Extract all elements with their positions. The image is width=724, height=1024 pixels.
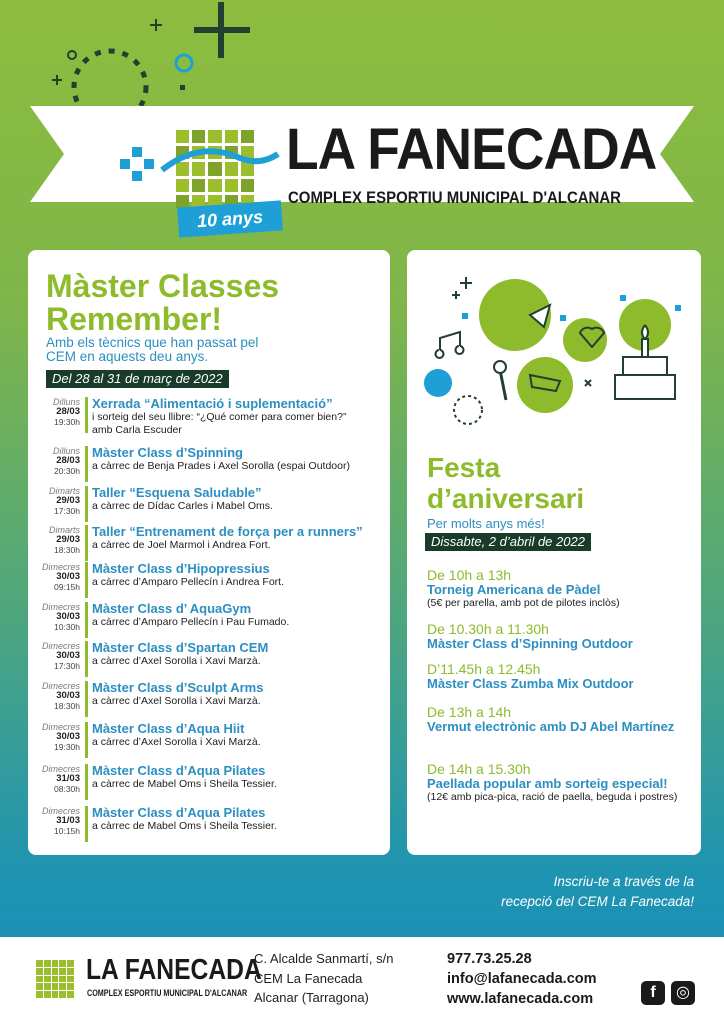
event-rule	[85, 602, 88, 638]
festa-item-time: De 14h a 15.30h	[427, 761, 531, 777]
festa-item-title: Màster Class Zumba Mix Outdoor	[427, 676, 634, 691]
anniversary-badge: 10 anys	[177, 200, 283, 237]
event-day: Dimecres 30/03 10:30h	[41, 602, 80, 632]
plus-blue-icon	[118, 145, 158, 185]
event-day: Dilluns 28/03 20:30h	[52, 446, 80, 476]
festa-item	[427, 762, 695, 804]
event-day: Dilluns 28/03 19:30h	[52, 397, 80, 427]
event-desc-2: amb Carla Escuder	[92, 424, 182, 436]
festa-item-title: Torneig Americana de Pàdel	[427, 582, 601, 597]
party-illustration-icon	[420, 275, 690, 435]
brand-title: LA FANECADA	[286, 117, 657, 182]
footer-website[interactable]: www.lafanecada.com	[447, 991, 594, 1007]
event-day: Dimarts 29/03 17:30h	[49, 486, 80, 516]
event-desc: a càrrec de Mabel Oms i Sheila Tessier.	[92, 820, 277, 832]
event-desc: a càrrec d’Amparo Pellecín i Pau Fumado.	[92, 616, 290, 628]
festa-item-desc: (5€ per parella, amb pot de pilotes inclòs)	[427, 597, 620, 609]
event-title: Màster Class d’Hipopressius	[92, 561, 270, 576]
event-title: Màster Class d’Sculpt Arms	[92, 680, 264, 695]
festa-item-time: De 10.30h a 11.30h	[427, 621, 549, 637]
footer-brand-subtitle: COMPLEX ESPORTIU MUNICIPAL D'ALCANAR	[87, 988, 248, 998]
event-day: Dimecres 30/03 19:30h	[41, 722, 80, 752]
festa-item	[427, 568, 695, 610]
facebook-icon[interactable]: f	[641, 981, 665, 1005]
festa-date: Dissabte, 2 d’abril de 2022	[425, 533, 591, 551]
event-rule	[85, 806, 88, 842]
festa-item	[427, 622, 695, 651]
master-date-range: Del 28 al 31 de març de 2022	[46, 370, 229, 388]
brand-subtitle: COMPLEX ESPORTIU MUNICIPAL D'ALCANAR	[288, 188, 621, 207]
event-desc: a càrrec d’Amparo Pellecín i Andrea Fort.	[92, 576, 285, 588]
event-title: Màster Class d’ AquaGym	[92, 601, 252, 616]
festa-item-title: Paellada popular amb sorteig especial!	[427, 776, 668, 791]
footer-logo-icon	[36, 960, 74, 998]
master-classes-subtitle: Amb els tècnics que han passat pel CEM en aquests deu anys.	[46, 335, 259, 364]
festa-item	[427, 662, 695, 691]
instagram-icon[interactable]: ◎	[671, 981, 695, 1005]
master-classes-title: Màster Classes Remember!	[46, 268, 280, 337]
footer-contact	[447, 949, 597, 1009]
festa-item-time: De 10h a 13h	[427, 567, 512, 583]
event-rule	[85, 722, 88, 758]
festa-item-time: De 13h a 14h	[427, 704, 512, 720]
event-rule	[85, 764, 88, 800]
logo-wave-icon	[160, 140, 280, 180]
event-title: Màster Class d’Aqua Pilates	[92, 763, 266, 778]
event-title: Màster Class d’Aqua Pilates	[92, 805, 266, 820]
event-title: Xerrada “Alimentació i suplementació”	[92, 396, 333, 411]
event-day: Dimecres 30/03 09:15h	[41, 562, 80, 592]
event-desc: i sorteig del seu llibre: “¿Qué comer para comer bien?”	[92, 411, 347, 423]
event-rule	[85, 486, 88, 522]
event-rule	[85, 397, 88, 433]
event-desc: a càrrec d’Axel Sorolla i Xavi Marzà.	[92, 695, 261, 707]
event-rule	[85, 641, 88, 677]
event-title: Taller “Esquena Saludable”	[92, 485, 262, 500]
footer-brand: LA FANECADA	[86, 954, 262, 986]
plus-icon	[194, 2, 250, 58]
festa-item-desc: (12€ amb pica-pica, ració de paella, beguda i postres)	[427, 791, 678, 803]
event-title: Taller “Entrenament de força per a runners”	[92, 524, 363, 539]
event-desc: a càrrec d’Axel Sorolla i Xavi Marzà.	[92, 736, 261, 748]
festa-item-title: Màster Class d’Spinning Outdoor	[427, 636, 633, 651]
event-desc: a càrrec d’Axel Sorolla i Xavi Marzà.	[92, 655, 261, 667]
event-desc: a càrrec de Joel Marmol i Andrea Fort.	[92, 539, 271, 551]
event-day: Dimarts 29/03 18:30h	[49, 525, 80, 555]
event-rule	[85, 562, 88, 598]
event-title: Màster Class d’Aqua Hiit	[92, 721, 245, 736]
event-rule	[85, 681, 88, 717]
footer-email[interactable]: info@lafanecada.com	[447, 971, 597, 987]
festa-item	[427, 705, 695, 734]
event-rule	[85, 525, 88, 561]
event-day: Dimecres 31/03 10:15h	[41, 806, 80, 836]
event-title: Màster Class d’Spartan CEM	[92, 640, 269, 655]
festa-item-title: Vermut electrònic amb DJ Abel Martínez	[427, 719, 675, 734]
event-desc: a càrrec de Benja Prades i Axel Sorolla (espai Outdoor)	[92, 460, 350, 472]
event-title: Màster Class d’Spinning	[92, 445, 243, 460]
event-desc: a càrrec de Mabel Oms i Sheila Tessier.	[92, 778, 277, 790]
event-day: Dimecres 30/03 17:30h	[41, 641, 80, 671]
event-desc: a càrrec de Dídac Carles i Mabel Oms.	[92, 500, 273, 512]
event-day: Dimecres 30/03 18:30h	[41, 681, 80, 711]
footer-address: C. Alcalde Sanmartí, s/n CEM La Fanecada Alcanar (Tarragona)	[254, 951, 394, 1005]
footer-phone[interactable]: 977.73.25.28	[447, 951, 532, 967]
event-day: Dimecres 31/03 08:30h	[41, 764, 80, 794]
festa-subtitle: Per molts anys més!	[427, 516, 545, 531]
signup-note: Inscriu-te a través de la recepció del CEM La Fanecada!	[501, 874, 694, 909]
festa-title: Festa d’aniversari	[427, 452, 585, 514]
festa-item-time: D’11.45h a 12.45h	[427, 661, 541, 677]
event-rule	[85, 446, 88, 482]
